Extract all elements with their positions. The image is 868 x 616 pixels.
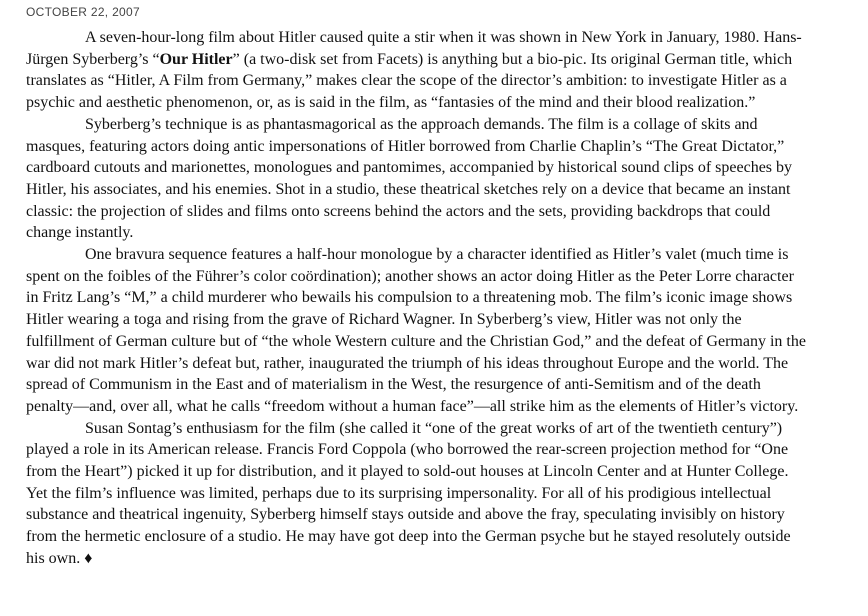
paragraph-1-rest: ” (a two-disk set from Facets) is anything but a bio-pic. Its original German title, which translates as “Hitler, A Film from Germany,” makes clear the scope of the director’s ambition: to investigate Hitler as a psychic and aesthetic phenomenon, or, as is said in the film, as “fantasies of the mind and their blood realization.” (26, 50, 793, 112)
paragraph-4-text: Susan Sontag’s enthusiasm for the film (she called it “one of the great works of art of the twentieth century”) played a role in its American release. Francis Ford Coppola (who borrowed the rear-screen projection method for “One from the Heart”) picked it up for distribution, and it played to sold-out houses at Lincoln Center and at Hunter College. Yet the film’s influence was limited, perhaps due to its surprising impersonality. For all of his prodigious intellectual substance and theatrical ingenuity, Syberberg himself stays outside and above the fray, speculating invisibly on history from the hermetic enclosure of a studio. He may have got deep into the German psyche but he stayed resolutely outside his own. (26, 419, 791, 567)
end-mark-icon: ♦ (84, 549, 93, 567)
paragraph-1 (26, 27, 810, 114)
paragraph-4 (26, 418, 810, 570)
paragraph-1-lead: A seven-hour-long film about Hitler caused quite a stir when it was shown in New York in January, 1980. Hans-Jürgen Syberberg’s “ (26, 29, 802, 68)
paragraph-3: One bravura sequence features a half-hour monologue by a character identified as Hitler’s valet (much time is spent on the foibles of the Führer’s color coördination); another shows an actor doing Hitler as the Peter Lorre character in Fritz Lang’s “M,” a child murderer who bewails his compulsion to a threatening mob. The film’s iconic image shows Hitler wearing a toga and rising from the grave of Richard Wagner. In Syberberg’s view, Hitler was not only the fulfillment of German culture but of “the whole Western culture and the Christian God,” and the defeat of Germany in the war did not mark Hitler’s defeat but, rather, inaugurated the triumph of his ideas throughout Europe and the world. The spread of Communism in the East and of materialism in the West, the resurgence of anti-Semitism and of the death penalty—and, over all, what he calls “freedom without a human face”—all strike him as the elements of Hitler’s victory. (26, 246, 806, 415)
film-title: Our Hitler (159, 50, 233, 68)
article-body (26, 27, 810, 570)
article-date: OCTOBER 22, 2007 (26, 5, 140, 19)
paragraph-2: Syberberg’s technique is as phantasmagorical as the approach demands. The film is a collage of skits and masques, featuring actors doing antic impersonations of Hitler borrowed from Charlie Chaplin’s “The Great Dictator,” cardboard cutouts and marionettes, monologues and pantomimes, accompanied by historical sound clips of speeches by Hitler, his associates, and his enemies. Shot in a studio, these theatrical sketches rely on a device that became an instant classic: the projection of slides and films onto screens behind the actors and the sets, providing backdrops that could change instantly. (26, 115, 793, 242)
